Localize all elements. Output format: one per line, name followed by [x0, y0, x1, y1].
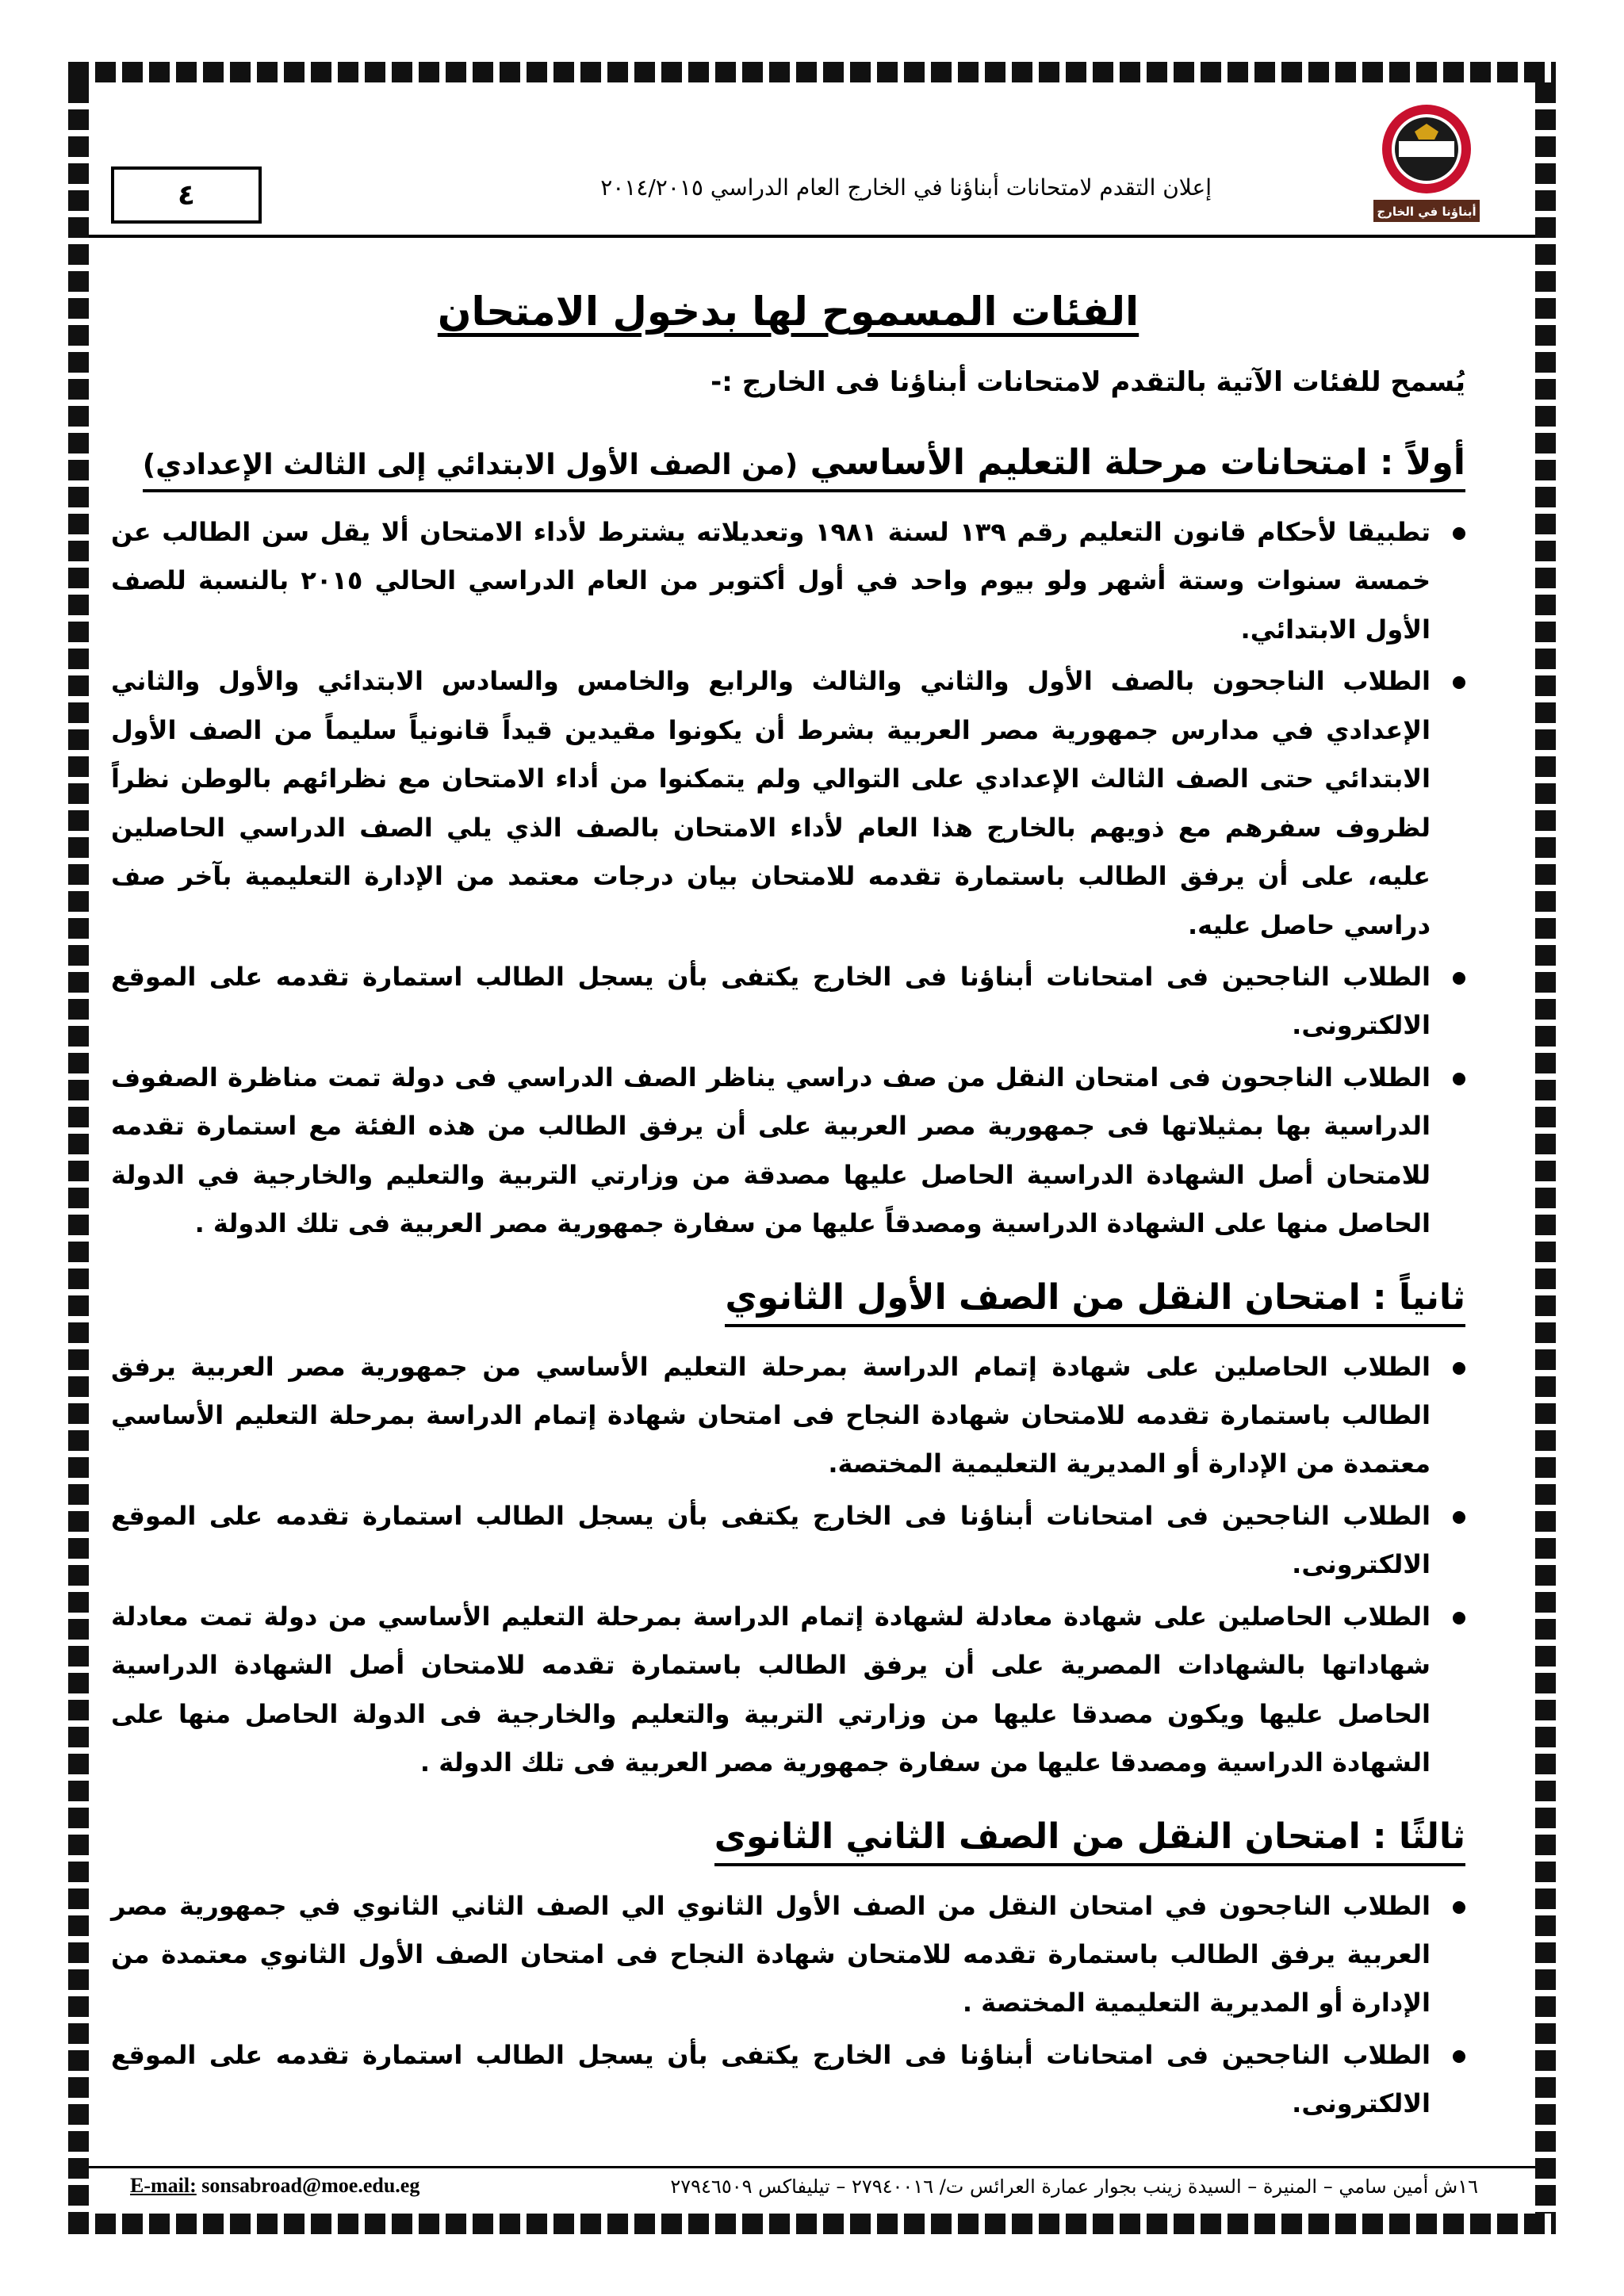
section-2 [111, 1257, 1465, 1343]
footer-email [130, 2174, 419, 2198]
main-title: الفئات المسموح لها بدخول الامتحان [437, 289, 1139, 335]
section-title: امتحان النقل من الصف الثاني الثانوى [714, 1816, 1361, 1857]
bullet-icon [1453, 972, 1465, 985]
bullet-icon [1453, 676, 1465, 689]
section-title: امتحانات مرحلة التعليم الأساسي [810, 442, 1368, 483]
decorative-border-bottom [68, 2214, 1556, 2234]
page-number-box [111, 166, 262, 224]
document-body [111, 262, 1465, 2137]
section-3-list [111, 1882, 1465, 2129]
bullet-icon [1453, 1073, 1465, 1085]
header-title: إعلان التقدم لامتحانات أبناؤنا في الخارج العام الدراسي ٢٠١٤/٢٠١٥ [600, 174, 1212, 201]
bullet-icon [1453, 1511, 1465, 1524]
decorative-border-left [68, 82, 89, 2214]
page-number: ٤ [178, 178, 195, 212]
ministry-logo-icon [1367, 100, 1486, 227]
list-item: الطلاب الحاصلين على شهادة معادلة لشهادة إتمام الدراسة بمرحلة التعليم الأساسي من دولة تمت معادلة شهاداتها بالشهادات المصرية على أن يرفق الطالب باستمارة تقدمه للامتحان أصل الشهادة الدراسية الحاصل عليها ويكون مصدقا عليها من وزارتي التربية والتعليم والخارجية فى الدولة الحاصل منها على الشهادة الدراسية ومصدقا عليها من سفارة جمهورية مصر العربية فى تلك الدولة . [111, 1593, 1465, 1788]
section-2-list [111, 1343, 1465, 1788]
section-heading [725, 1277, 1465, 1327]
bullet-icon [1453, 1362, 1465, 1375]
list-item: الطلاب الناجحون في امتحان النقل من الصف الأول الثانوي الي الصف الثاني الثانوي في جمهورية مصر العربية يرفق الطالب باستمارة تقدمه للامتحان شهادة النجاح فى امتحان الصف الأول الثانوي معتمدة من الإدارة أو المديرية التعليمية المختصة . [111, 1882, 1465, 2028]
list-item: تطبيقا لأحكام قانون التعليم رقم ١٣٩ لسنة ١٩٨١ وتعديلاته يشترط لأداء الامتحان ألا يقل سن الطالب عن خمسة سنوات وستة أشهر ولو بيوم واحد في أول أكتوبر من العام الدراسي الحالي ٢٠١٥ بالنسبة للصف الأول الابتدائي. [111, 508, 1465, 654]
section-1 [111, 422, 1465, 508]
email-address[interactable]: sonsabroad@moe.edu.eg [201, 2174, 420, 2197]
list-item: الطلاب الحاصلين على شهادة إتمام الدراسة بمرحلة التعليم الأساسي من جمهورية مصر العربية يرفق الطالب باستمارة تقدمه للامتحان شهادة النجاح فى امتحان شهادة إتمام الدراسة بمرحلة التعليم الأساسي معتمدة من الإدارة أو المديرية التعليمية المختصة. [111, 1343, 1465, 1489]
email-label: E-mail: [130, 2174, 197, 2197]
intro-text: يُسمح للفئات الآتية بالتقدم لامتحانات أبناؤنا فى الخارج :- [710, 366, 1465, 398]
section-number: ثالثًا [1398, 1816, 1465, 1857]
bullet-icon [1453, 2050, 1465, 2063]
svg-text:أبناؤنا في الخارج: أبناؤنا في الخارج [1377, 205, 1477, 219]
section-heading [714, 1816, 1465, 1866]
bullet-icon [1453, 1612, 1465, 1624]
list-item: الطلاب الناجحين فى امتحانات أبناؤنا فى الخارج يكتفى بأن يسجل الطالب استمارة تقدمه على الموقع الالكترونى. [111, 1492, 1465, 1590]
bullet-icon [1453, 527, 1465, 540]
list-item: الطلاب الناجحون بالصف الأول والثاني والثالث والرابع والخامس والسادس الابتدائي والأول والثاني الإعدادي في مدارس جمهورية مصر العربية بشرط أن يكونوا مقيدين قيداً قانونياً سليماً من الصف الأول الابتدائي حتى الصف الثالث الإعدادي على التوالي ولم يتمكنوا من أداء الامتحان مع نظرائهم بالوطن نظراً لظروف سفرهم مع ذويهم بالخارج هذا العام لأداء الامتحان بالصف الذي يلي الصف الدراسي الحاصلين عليه، على أن يرفق الطالب باستمارة تقدمه للامتحان بيان درجات معتمد من الإدارة التعليمية بآخر صف دراسي حاصل عليه. [111, 657, 1465, 950]
section-title: امتحان النقل من الصف الأول الثانوي [725, 1276, 1361, 1318]
section-separator: : [1360, 1816, 1387, 1857]
header-divider [89, 235, 1535, 238]
decorative-border-top [68, 62, 1556, 82]
bullet-icon [1453, 1901, 1465, 1914]
section-1-list [111, 508, 1465, 1249]
section-heading [143, 442, 1465, 492]
section-separator: : [1367, 442, 1394, 483]
section-number: ثانياً [1398, 1276, 1465, 1318]
list-item: الطلاب الناجحين فى امتحانات أبناؤنا فى الخارج يكتفى بأن يسجل الطالب استمارة تقدمه على الموقع الالكترونى. [111, 953, 1465, 1050]
list-item: الطلاب الناجحين فى امتحانات أبناؤنا فى الخارج يكتفى بأن يسجل الطالب استمارة تقدمه على الموقع الالكترونى. [111, 2031, 1465, 2129]
footer-divider [89, 2166, 1535, 2168]
ministry-logo [1367, 100, 1486, 227]
footer-address: ١٦ش أمين سامي – المنيرة – السيدة زينب بجوار عمارة العرائس ت/ ٢٧٩٤٠٠١٦ – تيليفاكس ٢٧٩٤٦٥٠٩ [670, 2175, 1478, 2198]
list-item: الطلاب الناجحون فى امتحان النقل من صف دراسي يناظر الصف الدراسي فى دولة تمت مناظرة الصفوف الدراسية بها بمثيلاتها فى جمهورية مصر العربية على أن يرفق الطالب من هذه الفئة مع استمارة تقدمه للامتحان أصل الشهادة الدراسية الحاصل عليها مصدقة من وزارتي التربية والتعليم والخارجية في الدولة الحاصل منها على الشهادة الدراسية ومصدقاً عليها من سفارة جمهورية مصر العربية فى تلك الدولة . [111, 1054, 1465, 1249]
section-separator: : [1360, 1276, 1387, 1318]
section-number: أولاً [1405, 442, 1465, 483]
section-subtitle: (من الصف الأول الابتدائي إلى الثالث الإعدادي) [142, 449, 799, 481]
decorative-border-right [1535, 82, 1556, 2214]
section-3 [111, 1796, 1465, 1882]
